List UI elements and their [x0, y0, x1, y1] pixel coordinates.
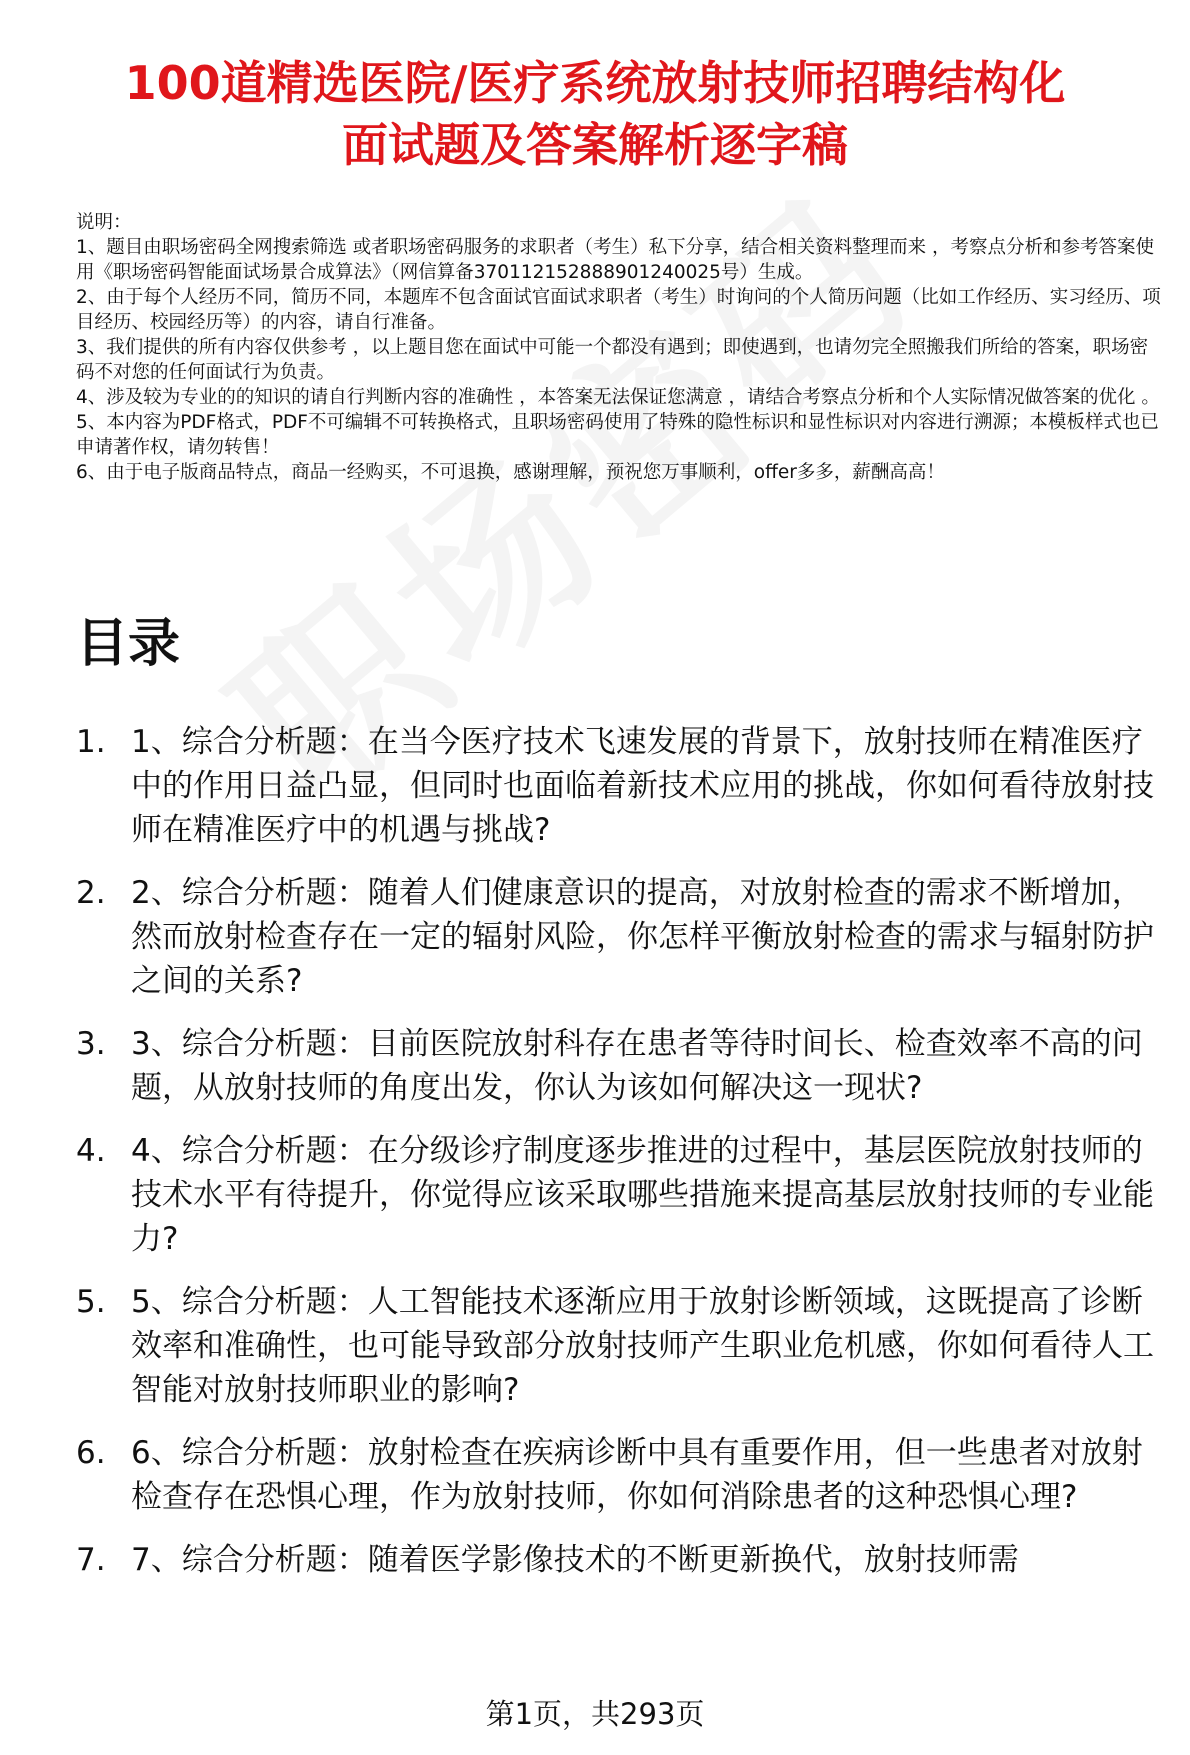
toc-item-number: 3. — [76, 1026, 106, 1062]
toc-item-number: 5. — [76, 1284, 106, 1320]
toc-item-number: 4. — [76, 1133, 106, 1169]
toc-item-5[interactable] — [76, 1280, 1166, 1412]
note-item: 2、由于每个人经历不同，简历不同，本题库不包含面试官面试求职者（考生）时询问的个人简历问题（比如工作经历、实习经历、项目经历、校园经历等）的内容，请自行准备。 — [76, 287, 1161, 333]
note-item: 6、由于电子版商品特点，商品一经购买，不可退换，感谢理解，预祝您万事顺利，offer多多，薪酬高高！ — [76, 462, 945, 483]
toc-item-2[interactable] — [76, 871, 1166, 1003]
toc-item-3[interactable] — [76, 1022, 1166, 1110]
toc-item-1[interactable] — [76, 720, 1166, 852]
toc-item-text: 3、综合分析题：目前医院放射科存在患者等待时间长、检查效率不高的问题，从放射技师的角度出发，你认为该如何解决这一现状? — [131, 1026, 1143, 1106]
notes-section — [76, 210, 1161, 485]
toc-item-number: 6. — [76, 1435, 106, 1471]
note-item: 5、本内容为PDF格式，PDF不可编辑不可转换格式，且职场密码使用了特殊的隐性标识和显性标识对内容进行溯源；本模板样式也已申请著作权，请勿转售！ — [76, 412, 1159, 458]
toc-item-text: 1、综合分析题：在当今医疗技术飞速发展的背景下，放射技师在精准医疗中的作用日益凸显，但同时也面临着新技术应用的挑战，你如何看待放射技师在精准医疗中的机遇与挑战? — [131, 724, 1154, 848]
toc-item-number: 2. — [76, 875, 106, 911]
toc-item-text: 4、综合分析题：在分级诊疗制度逐步推进的过程中，基层医院放射技师的技术水平有待提升，你觉得应该采取哪些措施来提高基层放射技师的专业能力? — [131, 1133, 1154, 1257]
toc-item-text: 2、综合分析题：随着人们健康意识的提高，对放射检查的需求不断增加，然而放射检查存在一定的辐射风险，你怎样平衡放射检查的需求与辐射防护之间的关系? — [131, 875, 1154, 999]
toc-item-text: 5、综合分析题：人工智能技术逐渐应用于放射诊断领域，这既提高了诊断效率和准确性，也可能导致部分放射技师产生职业危机感，你如何看待人工智能对放射技师职业的影响? — [131, 1284, 1154, 1408]
toc-item-text: 6、综合分析题：放射检查在疾病诊断中具有重要作用，但一些患者对放射检查存在恐惧心理，作为放射技师，你如何消除患者的这种恐惧心理? — [131, 1435, 1143, 1515]
page-number-footer: 第1页，共293页 — [485, 1697, 705, 1731]
note-item: 1、题目由职场密码全网搜索筛选 或者职场密码服务的求职者（考生）私下分享，结合相关资料整理而来 ，考察点分析和参考答案使用《职场密码智能面试场景合成算法》（网信算备370112152888901240025号）生成。 — [76, 237, 1155, 283]
title-line-2: 面试题及答案解析逐字稿 — [342, 118, 848, 172]
toc-list — [76, 720, 1166, 1601]
title-line-1: 100道精选医院/医疗系统放射技师招聘结构化 — [124, 56, 1066, 110]
toc-item-7[interactable] — [76, 1538, 1166, 1582]
toc-item-4[interactable] — [76, 1129, 1166, 1261]
toc-item-text: 7、综合分析题：随着医学影像技术的不断更新换代，放射技师需 — [131, 1542, 1019, 1578]
document-title — [60, 52, 1130, 176]
toc-item-number: 7. — [76, 1542, 106, 1578]
note-item: 3、我们提供的所有内容仅供参考 ，以上题目您在面试中可能一个都没有遇到；即使遇到，也请勿完全照搬我们所给的答案，职场密码不对您的任何面试行为负责。 — [76, 337, 1149, 383]
notes-label: 说明： — [76, 212, 132, 233]
toc-item-number: 1. — [76, 724, 106, 760]
toc-item-6[interactable] — [76, 1431, 1166, 1519]
toc-heading: 目录 — [76, 614, 181, 674]
note-item: 4、涉及较为专业的的知识的请自行判断内容的准确性 ，本答案无法保证您满意 ，请结合考察点分析和个人实际情况做答案的优化 。 — [76, 387, 1160, 408]
